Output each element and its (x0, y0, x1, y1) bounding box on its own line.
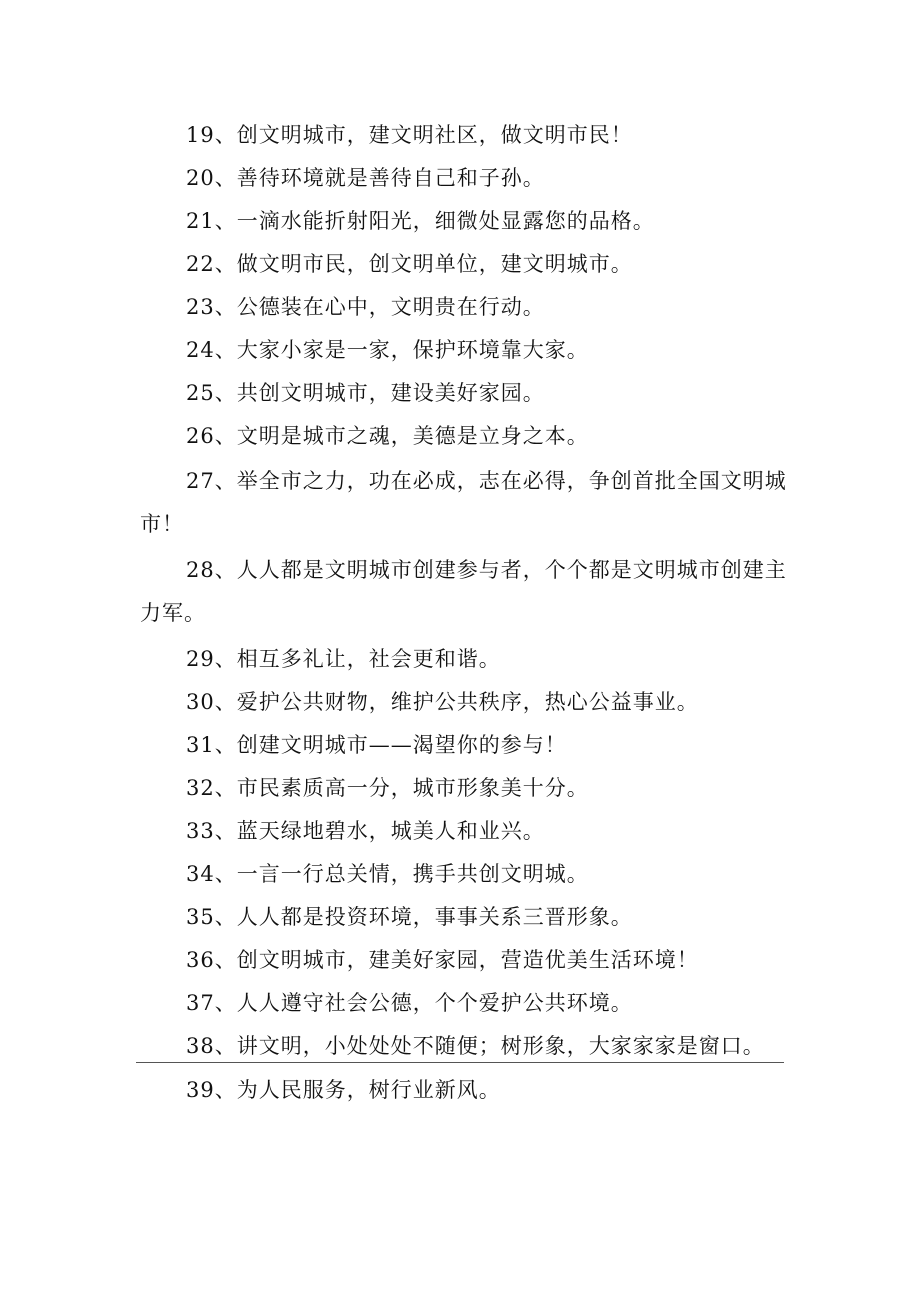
slogan-30: 30、爱护公共财物，维护公共秩序，热心公益事业。 (186, 690, 699, 714)
slogan-19: 19、创文明城市，建文明社区，做文明市民！ (186, 123, 633, 147)
slogan-34: 34、一言一行总关情，携手共创文明城。 (186, 862, 589, 886)
slogan-33: 33、蓝天绿地碧水，城美人和业兴。 (186, 819, 545, 843)
slogan-36: 36、创文明城市，建美好家园，营造优美生活环境！ (186, 948, 699, 972)
page-break-rule (136, 1062, 784, 1063)
slogan-29: 29、相互多礼让，社会更和谐。 (186, 647, 501, 671)
slogan-37: 37、人人遵守社会公德，个个爱护公共环境。 (186, 991, 633, 1015)
slogan-20: 20、善待环境就是善待自己和子孙。 (186, 166, 545, 190)
slogan-21: 21、一滴水能折射阳光，细微处显露您的品格。 (186, 209, 655, 233)
slogan-38: 38、讲文明，小处处处不随便；树形象，大家家家是窗口。 (186, 1034, 765, 1058)
slogan-32: 32、市民素质高一分，城市形象美十分。 (186, 776, 589, 800)
slogan-39: 39、为人民服务，树行业新风。 (186, 1078, 501, 1102)
slogan-28: 28、人人都是文明城市创建参与者，个个都是文明城市创建主力军。 (140, 558, 787, 625)
slogan-23: 23、公德装在心中，文明贵在行动。 (186, 295, 545, 319)
slogan-27: 27、举全市之力，功在必成，志在必得，争创首批全国文明城市！ (140, 469, 787, 536)
slogan-26: 26、文明是城市之魂，美德是立身之本。 (186, 424, 589, 448)
slogan-25: 25、共创文明城市，建设美好家园。 (186, 381, 545, 405)
slogan-24: 24、大家小家是一家，保护环境靠大家。 (186, 338, 589, 362)
slogan-22: 22、做文明市民，创文明单位，建文明城市。 (186, 252, 633, 276)
slogan-35: 35、人人都是投资环境，事事关系三晋形象。 (186, 905, 633, 929)
slogan-31: 31、创建文明城市——渴望你的参与！ (186, 733, 567, 757)
